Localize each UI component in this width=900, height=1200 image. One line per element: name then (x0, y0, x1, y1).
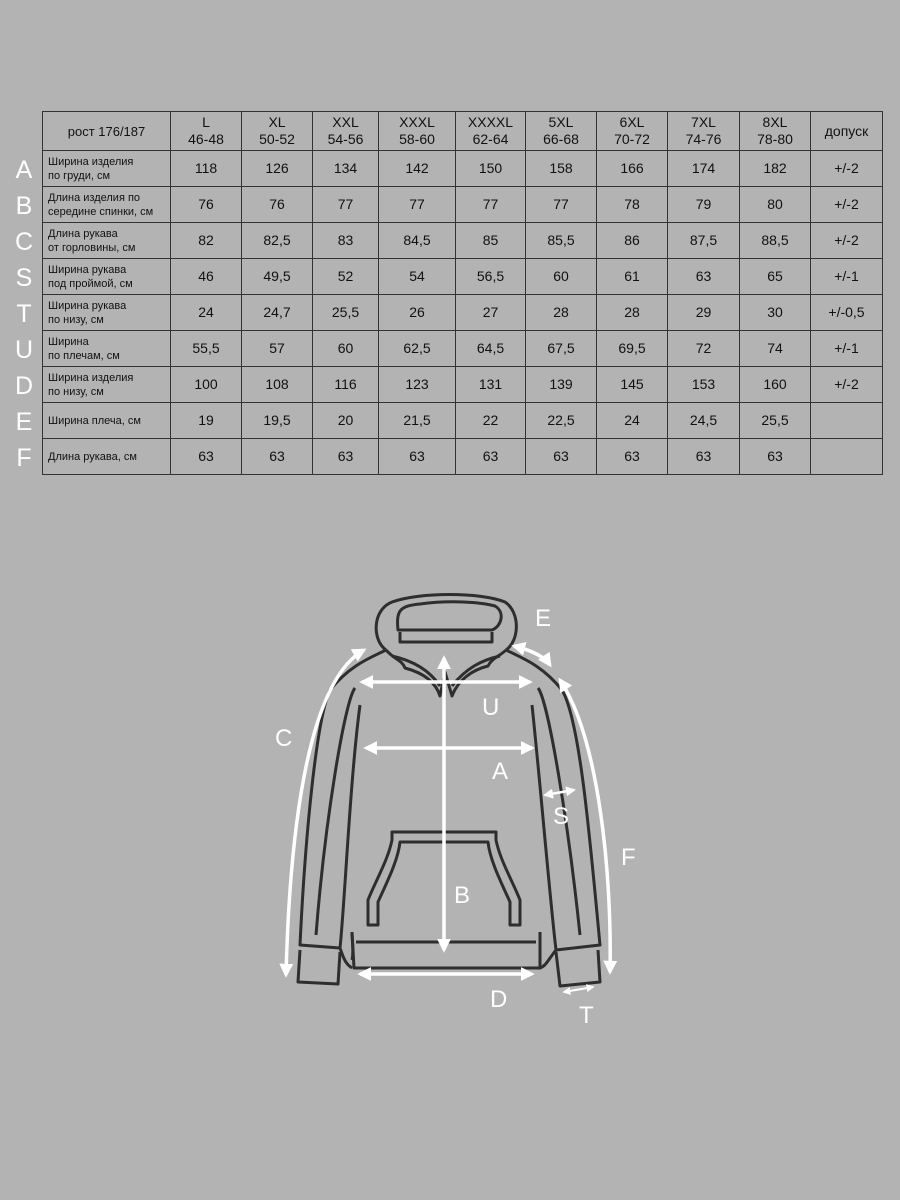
table-cell: 150 (456, 151, 526, 187)
side-letter: C (14, 228, 34, 256)
table-cell: 67,5 (526, 331, 597, 367)
table-cell: 78 (597, 187, 668, 223)
tolerance-cell: +/-2 (811, 367, 883, 403)
table-cell: 24,5 (668, 403, 740, 439)
size-header: XXL 54-56 (313, 112, 379, 151)
label-f: F (621, 844, 636, 871)
tolerance-header: допуск (811, 112, 883, 151)
table-cell: 69,5 (597, 331, 668, 367)
table-cell: 86 (597, 223, 668, 259)
table-cell: 153 (668, 367, 740, 403)
table-cell: 77 (379, 187, 456, 223)
row-label: Длина изделия по середине спинки, см (43, 187, 171, 223)
table-cell: 82 (171, 223, 242, 259)
table-cell: 25,5 (740, 403, 811, 439)
row-label: Ширина рукава по низу, см (43, 295, 171, 331)
size-header: 6XL 70-72 (597, 112, 668, 151)
table-cell: 65 (740, 259, 811, 295)
row-label: Ширина плеча, см (43, 403, 171, 439)
size-header: XL 50-52 (242, 112, 313, 151)
table-cell: 62,5 (379, 331, 456, 367)
table-cell: 19 (171, 403, 242, 439)
side-letter: D (14, 372, 34, 400)
table-cell: 80 (740, 187, 811, 223)
table-cell: 131 (456, 367, 526, 403)
row-label: Ширина рукава под проймой, см (43, 259, 171, 295)
table-cell: 77 (526, 187, 597, 223)
corner-label: рост 176/187 (43, 112, 171, 151)
table-cell: 24,7 (242, 295, 313, 331)
table-cell: 126 (242, 151, 313, 187)
table-cell: 60 (313, 331, 379, 367)
hoodie-outline (298, 595, 600, 987)
table-cell: 182 (740, 151, 811, 187)
side-letter: U (14, 336, 34, 364)
table-cell: 63 (597, 439, 668, 475)
table-cell: 87,5 (668, 223, 740, 259)
table-cell: 63 (171, 439, 242, 475)
table-cell: 63 (668, 259, 740, 295)
table-cell: 84,5 (379, 223, 456, 259)
label-c: C (275, 725, 293, 752)
side-letter: S (15, 264, 33, 292)
table-cell: 63 (379, 439, 456, 475)
table-cell: 24 (597, 403, 668, 439)
side-letter: A (15, 156, 33, 184)
table-cell: 63 (668, 439, 740, 475)
table-cell: 20 (313, 403, 379, 439)
table-cell: 22,5 (526, 403, 597, 439)
row-label: Ширина изделия по груди, см (43, 151, 171, 187)
tolerance-cell: +/-0,5 (811, 295, 883, 331)
label-b: B (454, 882, 471, 909)
table-cell: 100 (171, 367, 242, 403)
row-label: Ширина изделия по низу, см (43, 367, 171, 403)
table-cell: 63 (740, 439, 811, 475)
row-label: Ширина по плечам, см (43, 331, 171, 367)
table-cell: 49,5 (242, 259, 313, 295)
table-cell: 85,5 (526, 223, 597, 259)
table-cell: 63 (456, 439, 526, 475)
table-cell: 26 (379, 295, 456, 331)
table-cell: 142 (379, 151, 456, 187)
table-cell: 158 (526, 151, 597, 187)
table-cell: 76 (242, 187, 313, 223)
table-cell: 77 (456, 187, 526, 223)
side-letter: F (16, 444, 32, 472)
table-cell: 25,5 (313, 295, 379, 331)
table-cell: 139 (526, 367, 597, 403)
table-cell: 28 (526, 295, 597, 331)
tolerance-cell: +/-1 (811, 331, 883, 367)
table-cell: 83 (313, 223, 379, 259)
table-cell: 174 (668, 151, 740, 187)
tolerance-cell: +/-2 (811, 187, 883, 223)
table-cell: 22 (456, 403, 526, 439)
label-d: D (490, 986, 508, 1013)
table-cell: 63 (242, 439, 313, 475)
row-label: Длина рукава, см (43, 439, 171, 475)
table-cell: 64,5 (456, 331, 526, 367)
table-cell: 29 (668, 295, 740, 331)
table-cell: 19,5 (242, 403, 313, 439)
size-header: XXXL 58-60 (379, 112, 456, 151)
table-cell: 60 (526, 259, 597, 295)
table-cell: 166 (597, 151, 668, 187)
table-cell: 123 (379, 367, 456, 403)
row-label: Длина рукава от горловины, см (43, 223, 171, 259)
table-cell: 27 (456, 295, 526, 331)
table-cell: 56,5 (456, 259, 526, 295)
table-cell: 108 (242, 367, 313, 403)
label-t: T (579, 1002, 594, 1029)
label-s: S (553, 803, 570, 830)
table-cell: 74 (740, 331, 811, 367)
table-cell: 24 (171, 295, 242, 331)
table-cell: 61 (597, 259, 668, 295)
table-cell: 46 (171, 259, 242, 295)
table-cell: 54 (379, 259, 456, 295)
tolerance-cell: +/-1 (811, 259, 883, 295)
table-cell: 55,5 (171, 331, 242, 367)
label-a: A (492, 758, 509, 785)
label-e: E (535, 605, 552, 632)
size-header: 8XL 78-80 (740, 112, 811, 151)
size-header: 5XL 66-68 (526, 112, 597, 151)
size-header: XXXXL 62-64 (456, 112, 526, 151)
arrow-c (286, 650, 364, 975)
table-cell: 88,5 (740, 223, 811, 259)
size-header: 7XL 74-76 (668, 112, 740, 151)
side-letter: T (16, 300, 32, 328)
table-cell: 116 (313, 367, 379, 403)
table-cell: 118 (171, 151, 242, 187)
table-cell: 134 (313, 151, 379, 187)
table-cell: 82,5 (242, 223, 313, 259)
arrow-s (545, 790, 574, 795)
table-cell: 57 (242, 331, 313, 367)
table-cell: 85 (456, 223, 526, 259)
tolerance-cell: +/-2 (811, 223, 883, 259)
side-letter: B (15, 192, 33, 220)
table-cell: 63 (313, 439, 379, 475)
table-cell: 30 (740, 295, 811, 331)
label-u: U (482, 694, 500, 721)
side-letter: E (15, 408, 33, 436)
table-cell: 79 (668, 187, 740, 223)
table-cell: 28 (597, 295, 668, 331)
table-cell: 21,5 (379, 403, 456, 439)
table-cell: 77 (313, 187, 379, 223)
table-cell: 160 (740, 367, 811, 403)
table-cell: 145 (597, 367, 668, 403)
arrow-t (564, 987, 593, 992)
table-cell: 72 (668, 331, 740, 367)
tolerance-cell: +/-2 (811, 151, 883, 187)
table-cell: 52 (313, 259, 379, 295)
table-cell: 63 (526, 439, 597, 475)
table-cell: 76 (171, 187, 242, 223)
size-header: L 46-48 (171, 112, 242, 151)
